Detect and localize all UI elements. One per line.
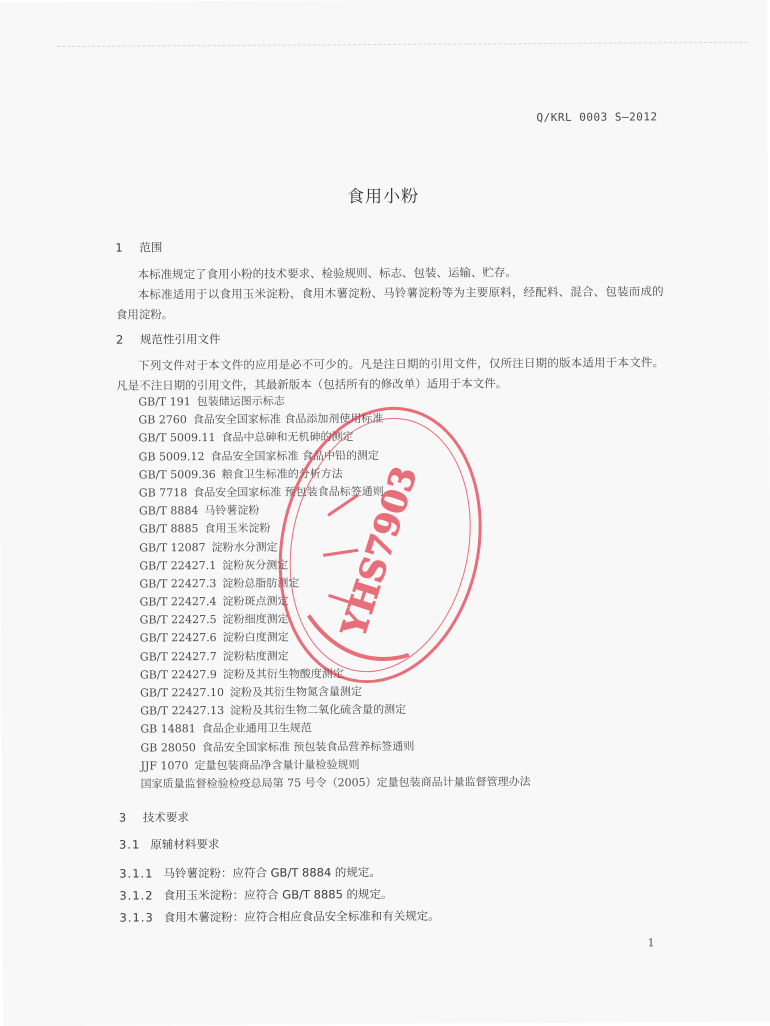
reference-item bbox=[139, 591, 529, 612]
clause-text: 食用玉米淀粉：应符合 GB/T 8885 的规定。 bbox=[163, 886, 393, 903]
reference-code: GB/T 22427.5 bbox=[139, 613, 217, 627]
section-3-heading bbox=[119, 809, 189, 825]
clause-3-1-2 bbox=[119, 886, 392, 904]
reference-title: 淀粉及其衍生物氮含量测定 bbox=[229, 685, 363, 699]
reference-item bbox=[140, 664, 530, 685]
reference-title: 食品安全国家标准 食品添加剂使用标准 bbox=[192, 412, 384, 427]
reference-code: GB/T 22427.4 bbox=[139, 595, 217, 609]
reference-title: 淀粉及其衍生物二氧化硫含量的测定 bbox=[230, 703, 407, 718]
reference-title: 淀粉及其衍生物酸度测定 bbox=[222, 667, 344, 681]
reference-title: 马铃薯淀粉 bbox=[204, 503, 260, 518]
page-number: 1 bbox=[647, 936, 655, 950]
section-number: 2 bbox=[115, 332, 124, 347]
reference-code: GB 14881 bbox=[140, 722, 196, 736]
reference-item bbox=[138, 427, 528, 448]
reference-code: GB/T 8884 bbox=[138, 504, 199, 518]
reference-code: GB 28050 bbox=[140, 740, 196, 755]
reference-code: GB/T 8885 bbox=[139, 522, 199, 536]
standard-code: Q/KRL 0003 S—2012 bbox=[536, 110, 658, 125]
reference-item bbox=[139, 537, 529, 558]
reference-list bbox=[138, 391, 530, 793]
reference-title: 国家质量监督检验检疫总局第 75 号令（2005）定量包装商品计量监督管理办法 bbox=[140, 775, 531, 791]
reference-item bbox=[139, 500, 529, 521]
subsection-number: 3.1 bbox=[118, 837, 141, 852]
reference-code: GB/T 22427.6 bbox=[139, 631, 217, 645]
subsection-title: 原辅材料要求 bbox=[150, 837, 220, 852]
reference-item bbox=[139, 464, 529, 485]
reference-title: 淀粉灰分测定 bbox=[222, 558, 289, 572]
reference-code: GB/T 22427.13 bbox=[140, 704, 225, 718]
reference-item bbox=[139, 573, 529, 594]
reference-title: 淀粉斑点测定 bbox=[222, 594, 289, 609]
section-title: 技术要求 bbox=[142, 810, 189, 825]
clause-number: 3.1.1 bbox=[119, 866, 154, 881]
reference-item bbox=[138, 409, 528, 430]
section-number: 3 bbox=[118, 810, 127, 825]
reference-code: GB/T 22427.1 bbox=[139, 558, 217, 573]
section-number: 1 bbox=[115, 240, 123, 255]
reference-title: 淀粉白度测定 bbox=[222, 631, 289, 645]
clause-3-1-3 bbox=[119, 908, 439, 926]
reference-title: 食用玉米淀粉 bbox=[204, 522, 271, 536]
document-title: 食用小粉 bbox=[347, 186, 420, 208]
reference-code: JJF 1070 bbox=[140, 758, 189, 773]
clause-3-1-1 bbox=[119, 864, 381, 882]
reference-item bbox=[139, 446, 529, 467]
reference-code: GB/T 22427.3 bbox=[139, 576, 217, 591]
reference-item bbox=[138, 391, 528, 412]
reference-code: GB 2760 bbox=[138, 413, 187, 427]
clause-text: 马铃薯淀粉：应符合 GB/T 8884 的规定。 bbox=[163, 865, 381, 881]
reference-code: GB/T 22427.7 bbox=[139, 649, 217, 664]
reference-title: 食品中总砷和无机砷的测定 bbox=[221, 430, 354, 445]
reference-title: 包装储运图示标志 bbox=[196, 394, 285, 409]
reference-title: 食品企业通用卫生规范 bbox=[201, 721, 312, 736]
scope-paragraph-2: 本标准适用于以食用玉米淀粉、食用木薯淀粉、马铃薯淀粉等为主要原料，经配料、混合、包装而成的食用淀粉。 bbox=[115, 284, 664, 322]
clause-text: 食用木薯淀粉：应符合相应食品安全标准和有关规定。 bbox=[163, 908, 440, 925]
reference-title: 淀粉总脂肪测定 bbox=[222, 576, 300, 590]
section-2-heading bbox=[116, 331, 221, 348]
top-edge-line bbox=[57, 42, 747, 47]
reference-item bbox=[140, 718, 530, 739]
reference-code: GB/T 12087 bbox=[139, 540, 206, 555]
reference-item bbox=[140, 682, 530, 703]
reference-item bbox=[140, 700, 530, 721]
reference-title: 食品安全国家标准 预包装食品标签通则 bbox=[193, 484, 384, 500]
reference-item bbox=[139, 518, 529, 539]
seal-code-text: YHS7903 bbox=[334, 461, 426, 642]
reference-code: GB/T 191 bbox=[138, 395, 191, 409]
reference-item bbox=[140, 755, 530, 776]
reference-title: 淀粉细度测定 bbox=[222, 612, 289, 627]
reference-code: GB/T 5009.11 bbox=[138, 431, 216, 445]
reference-title: 食品安全国家标准 预包装食品营养标签通则 bbox=[201, 739, 415, 754]
section-1-heading bbox=[115, 239, 162, 255]
reference-title: 粮食卫生标准的分析方法 bbox=[221, 467, 343, 481]
scope-paragraph-1: 本标准规定了食用小粉的技术要求、检验规则、标志、包装、运输、贮存。 bbox=[137, 265, 518, 282]
reference-item bbox=[140, 646, 530, 667]
reference-title: 淀粉水分测定 bbox=[211, 540, 278, 554]
reference-item bbox=[139, 482, 529, 503]
reference-code: GB/T 22427.9 bbox=[139, 667, 217, 682]
reference-title: 淀粉粘度测定 bbox=[222, 649, 289, 663]
reference-code: GB 5009.12 bbox=[138, 449, 205, 464]
clause-number: 3.1.2 bbox=[119, 888, 154, 903]
reference-item bbox=[140, 628, 530, 649]
reference-title: 定量包装商品净含量计量检验规则 bbox=[194, 757, 360, 772]
reference-item bbox=[139, 555, 529, 576]
subsection-3-1-heading bbox=[119, 836, 219, 853]
clause-number: 3.1.3 bbox=[119, 910, 154, 925]
reference-item bbox=[141, 773, 531, 794]
reference-code: GB/T 5009.36 bbox=[138, 467, 216, 482]
normative-intro: 下列文件对于本文件的应用是必不可少的。凡是注日期的引用文件，仅所注日期的版本适用于本文件。凡是不注日期的引用文件，其最新版本（包括所有的修改单）适用于本文件。 bbox=[116, 355, 665, 393]
section-title: 规范性引用文件 bbox=[139, 332, 221, 347]
section-title: 范围 bbox=[139, 240, 163, 255]
reference-item bbox=[140, 737, 530, 758]
reference-code: GB 7718 bbox=[138, 486, 188, 500]
reference-title: 食品安全国家标准 食品中铅的测定 bbox=[210, 448, 380, 463]
reference-code: GB/T 22427.10 bbox=[140, 685, 225, 700]
reference-item bbox=[140, 609, 530, 630]
